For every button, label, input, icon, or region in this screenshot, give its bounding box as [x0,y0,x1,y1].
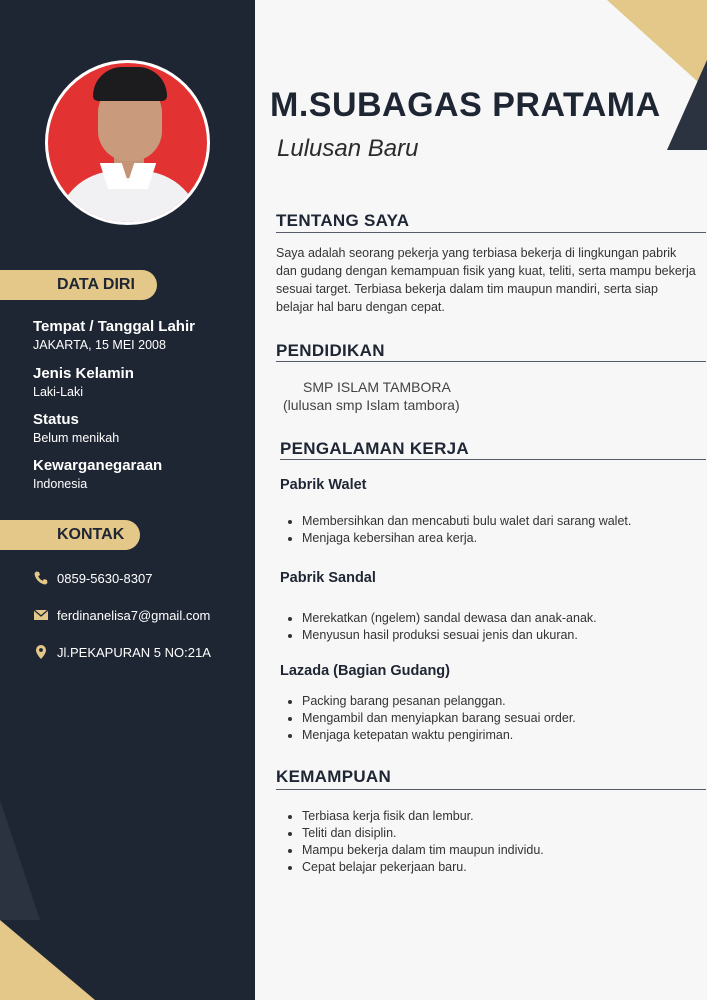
corner-decor-dark [667,60,707,150]
contact-address[interactable] [33,644,211,660]
section-divider [280,459,706,460]
job-title: Pabrik Sandal [280,570,376,586]
list-item: • Terbiasa kerja fisik dan lembur. [302,808,544,825]
job-title: Pabrik Walet [280,477,367,493]
field-label: Jenis Kelamin [33,365,134,382]
field-label: Tempat / Tanggal Lahir [33,318,195,335]
list-item: • Teliti dan disiplin. [302,825,544,842]
field-value: JAKARTA, 15 MEI 2008 [33,338,166,352]
job-title: Lazada (Bagian Gudang) [280,663,450,679]
data-diri-heading: DATA DIRI [0,270,157,300]
section-divider [276,789,706,790]
contact-phone-text: 0859-5630-8307 [57,570,153,586]
list-item: • Packing barang pesanan pelanggan. [302,693,576,710]
field-birth [33,318,195,352]
contact-phone[interactable] [33,570,152,586]
sidebar [0,0,255,1000]
photo-hair [93,67,167,101]
kontak-heading: KONTAK [0,520,140,550]
about-text: Saya adalah seorang pekerja yang terbiasa bekerja di lingkungan pabrik dan gudang dengan kemampuan fisik yang kuat, teliti, serta mampu bekerja sesuai target. Terbiasa bekerja dalam tim maupun mandiri, serta siap belajar hal baru dengan cepat. [276,246,696,314]
sidebar-decor-gold [0,920,95,1000]
list-item: • Mampu bekerja dalam tim maupun individu. [302,842,544,859]
phone-icon [33,570,49,586]
field-label: Kewarganegaraan [33,457,163,474]
location-pin-icon [33,644,49,660]
section-title-skills: KEMAMPUAN [276,767,392,786]
field-value: Indonesia [33,477,88,491]
list-item: • Menjaga ketepatan waktu pengiriman. [302,727,576,744]
section-divider [276,232,706,233]
job-duties-list [282,513,631,547]
education-school: SMP ISLAM TAMBORA [303,379,451,395]
contact-address-text: Jl.PEKAPURAN 5 NO:21A [57,644,211,660]
section-title-education: PENDIDIKAN [276,341,385,360]
candidate-name: M.SUBAGAS PRATAMA [270,86,661,124]
contact-email[interactable] [33,607,210,623]
candidate-subtitle: Lulusan Baru [277,135,419,162]
field-label: Status [33,411,79,428]
mail-icon [33,607,49,623]
list-item: • Mengambil dan menyiapkan barang sesuai order. [302,710,576,727]
list-item: • Menyusun hasil produksi sesuai jenis dan ukuran. [302,627,597,644]
section-title-about: TENTANG SAYA [276,211,410,230]
education-note: (lulusan smp Islam tambora) [283,397,460,413]
sidebar-decor-dark [0,800,40,920]
profile-photo [45,60,210,225]
field-value: Laki-Laki [33,385,84,399]
list-item: • Merekatkan (ngelem) sandal dewasa dan anak-anak. [302,610,597,627]
job-duties-list [282,693,576,744]
section-divider [276,361,706,362]
field-citizenship [33,457,162,491]
field-status [33,411,119,445]
section-title-experience: PENGALAMAN KERJA [280,439,469,458]
list-item: • Menjaga kebersihan area kerja. [302,530,631,547]
list-item: • Membersihkan dan mencabuti bulu walet dari sarang walet. [302,513,631,530]
skills-list [282,808,544,876]
contact-email-text: ferdinanelisa7@gmail.com [57,607,211,623]
list-item: • Cepat belajar pekerjaan baru. [302,859,544,876]
field-value: Belum menikah [33,431,120,445]
job-duties-list [282,610,597,644]
field-gender [33,365,134,399]
